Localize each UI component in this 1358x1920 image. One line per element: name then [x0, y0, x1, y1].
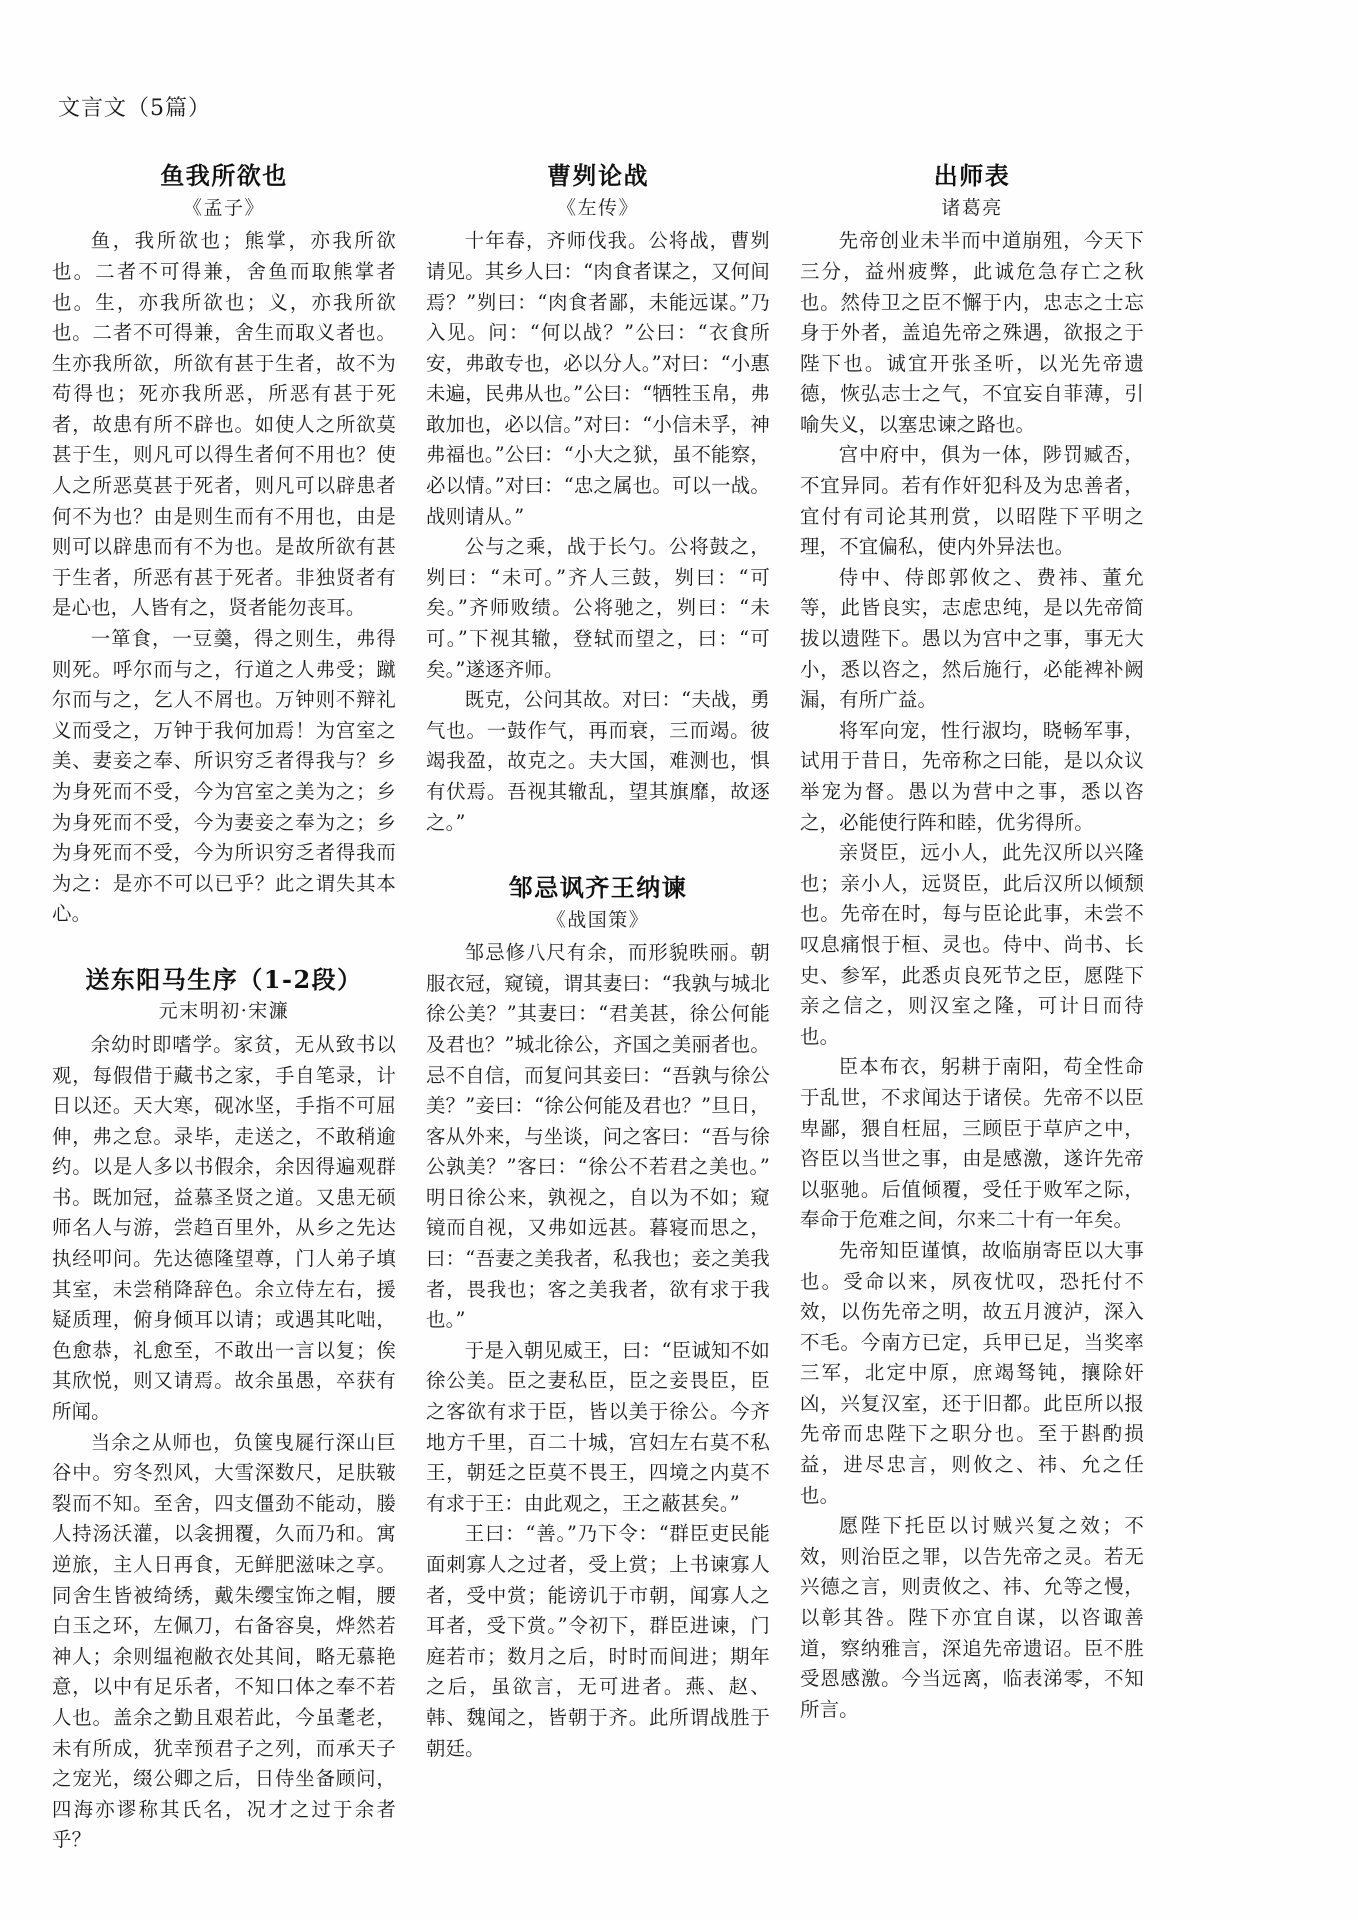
article-body — [52, 1030, 396, 1856]
article-subtitle: 《战国策》 — [546, 908, 650, 931]
article-cao-gui-lun-zhan — [426, 160, 770, 838]
article-subtitle: 元末明初·宋濂 — [158, 1000, 290, 1023]
article-title: 鱼我所欲也 — [160, 161, 288, 191]
column-middle — [426, 160, 770, 1770]
paragraph: 一箪食，一豆羹，得之则生，弗得则死。呼尔而与之，行道之人弗受；蹴尔而与之，乞人不屑也。万钟则不辩礼义而受之，万钟于我何加焉！为宫室之美、妻妾之奉、所识穷乏者得我与？乡为身死而不受，今为宫室之美为之；乡为身死而不受，今为妻妾之奉为之；乡为身死而不受，今为所识穷乏者得我而为之：是亦不可以已乎？此之谓失其本心。 — [52, 627, 396, 926]
article-title: 送东阳马生序（1-2段） — [85, 964, 363, 994]
paragraph: 愿陛下托臣以讨贼兴复之效；不效，则治臣之罪，以告先帝之灵。若无兴德之言，则责攸之、祎、允等之慢，以彰其咎。陛下亦宜自谋，以咨诹善道，察纳雅言，深追先帝遗诏。臣不胜受恩感激。今当远离，临表涕零，不知所言。 — [800, 1514, 1144, 1721]
article-chu-shi-biao — [800, 160, 1144, 1725]
article-song-dongyang-ma-sheng-xu — [52, 964, 396, 1856]
article-title: 邹忌讽齐王纳谏 — [508, 873, 688, 903]
page-title: 文言文（5篇） — [58, 96, 211, 121]
article-title: 出师表 — [933, 161, 1011, 191]
paragraph: 亲贤臣，远小人，此先汉所以兴隆也；亲小人，远贤臣，此后汉所以倾颓也。先帝在时，每与臣论此事，未尝不叹息痛恨于桓、灵也。侍中、尚书、长史、参军，此悉贞良死节之臣，愿陛下亲之信之，则汉室之隆，可计日而待也。 — [800, 841, 1144, 1048]
article-subtitle: 《左传》 — [556, 196, 639, 219]
paragraph: 先帝创业未半而中道崩殂，今天下三分，益州疲弊，此诚危急存亡之秋也。然侍卫之臣不懈于内，忠志之士忘身于外者，盖追先帝之殊遇，欲报之于陛下也。诚宜开张圣听，以光先帝遗德，恢弘志士之气，不宜妄自菲薄，引喻失义，以塞忠谏之路也。 — [800, 229, 1144, 436]
paragraph: 既克，公问其故。对曰：“夫战，勇气也。一鼓作气，再而衰，三而竭。彼竭我盈，故克之。夫大国，难测也，惧有伏焉。吾视其辙乱，望其旗靡，故逐之。” — [426, 688, 770, 834]
paragraph: 余幼时即嗜学。家贫，无从致书以观，每假借于藏书之家，手自笔录，计日以还。天大寒，砚冰坚，手指不可屈伸，弗之怠。录毕，走送之，不敢稍逾约。以是人多以书假余，余因得遍观群书。既加冠，益慕圣贤之道。又患无硕师名人与游，尝趋百里外，从乡之先达执经叩问。先达德隆望尊，门人弟子填其室，未尝稍降辞色。余立侍左右，援疑质理，俯身倾耳以请；或遇其叱咄，色愈恭，礼愈至，不敢出一言以复；俟其欣悦，则又请焉。故余虽愚，卒获有所闻。 — [52, 1032, 396, 1424]
paragraph: 公与之乘，战于长勺。公将鼓之，刿曰：“未可。”齐人三鼓，刿曰：“可矣。”齐师败绩。公将驰之，刿曰：“未可。”下视其辙，登轼而望之，曰：“可矣。”遂逐齐师。 — [426, 535, 770, 681]
paragraph: 当余之从师也，负箧曳屣行深山巨谷中。穷冬烈风，大雪深数尺，足肤皲裂而不知。至舍，四支僵劲不能动，媵人持汤沃灌，以衾拥覆，久而乃和。寓逆旅，主人日再食，无鲜肥滋味之享。同舍生皆被绮绣，戴朱缨宝饰之帽，腰白玉之环，左佩刀，右备容臭，烨然若神人；余则缊袍敝衣处其间，略无慕艳意，以中有足乐者，不知口体之奉不若人也。盖余之勤且艰若此，今虽耄老，未有所成，犹幸预君子之列，而承天子之宠光，缀公卿之后，日侍坐备顾问，四海亦谬称其氏名，况才之过于余者乎？ — [52, 1430, 396, 1852]
article-body — [52, 226, 396, 930]
article-body — [426, 938, 770, 1764]
paragraph: 于是入朝见威王，曰：“臣诚知不如徐公美。臣之妻私臣，臣之妾畏臣，臣之客欲有求于臣，皆以美于徐公。今齐地方千里，百二十城，宫妇左右莫不私王，朝廷之臣莫不畏王，四境之内莫不有求于王：由此观之，王之蔽甚矣。” — [426, 1338, 770, 1515]
article-body — [800, 226, 1144, 1725]
column-right — [800, 160, 1144, 1731]
paragraph: 鱼，我所欲也；熊掌，亦我所欲也。二者不可得兼，舍鱼而取熊掌者也。生，亦我所欲也；义，亦我所欲也。二者不可得兼，舍生而取义者也。生亦我所欲，所欲有甚于生者，故不为苟得也；死亦我所恶，所恶有甚于死者，故患有所不辟也。如使人之所欲莫甚于生，则凡可以得生者何不用也？使人之所恶莫甚于死者，则凡可以辟患者何不为也？由是则生而有不用也，由是则可以辟患而有不为也。是故所欲有甚于生者，所恶有甚于死者。非独贤者有是心也，人皆有之，贤者能勿丧耳。 — [52, 229, 396, 620]
article-yu-wo-suo-yu-ye — [52, 160, 396, 930]
article-body — [426, 226, 770, 838]
paragraph: 将军向宠，性行淑均，晓畅军事，试用于昔日，先帝称之曰能，是以众议举宠为督。愚以为营中之事，悉以咨之，必能使行阵和睦，优劣得所。 — [800, 718, 1144, 834]
article-title: 曹刿论战 — [547, 161, 649, 191]
paragraph: 邹忌修八尺有余，而形貌昳丽。朝服衣冠，窥镜，谓其妻曰：“我孰与城北徐公美？”其妻曰：“君美甚，徐公何能及君也？”城北徐公，齐国之美丽者也。忌不自信，而复问其妾曰：“吾孰与徐公美？”妾曰：“徐公何能及君也？”旦日，客从外来，与坐谈，问之客曰：“吾与徐公孰美？”客曰：“徐公不若君之美也。”明日徐公来，孰视之，自以为不如；窥镜而自视，又弗如远甚。暮寝而思之，曰：“吾妻之美我者，私我也；妾之美我者，畏我也；客之美我者，欲有求于我也。” — [426, 941, 770, 1332]
column-left — [52, 160, 396, 1862]
paragraph: 臣本布衣，躬耕于南阳，苟全性命于乱世，不求闻达于诸侯。先帝不以臣卑鄙，猥自枉屈，三顾臣于草庐之中，咨臣以当世之事，由是感激，遂许先帝以驱驰。后值倾覆，受任于败军之际，奉命于危难之间，尔来二十有一年矣。 — [800, 1055, 1144, 1232]
paragraph: 侍中、侍郎郭攸之、费祎、董允等，此皆良实，志虑忠纯，是以先帝简拔以遗陛下。愚以为宫中之事，事无大小，悉以咨之，然后施行，必能裨补阙漏，有所广益。 — [800, 565, 1144, 712]
article-zou-ji-feng-qi-wang-na-jian — [426, 872, 770, 1764]
column-container — [52, 160, 1306, 1862]
article-subtitle: 诸葛亮 — [941, 196, 1003, 219]
paragraph: 宫中府中，俱为一体，陟罚臧否，不宜异同。若有作奸犯科及为忠善者，宜付有司论其刑赏，以昭陛下平明之理，不宜偏私，使内外异法也。 — [800, 443, 1144, 559]
paragraph: 十年春，齐师伐我。公将战，曹刿请见。其乡人曰：“肉食者谋之，又何间焉？”刿曰：“肉食者鄙，未能远谋。”乃入见。问：“何以战？”公曰：“衣食所安，弗敢专也，必以分人。”对曰：“小惠未遍，民弗从也。”公曰：“牺牲玉帛，弗敢加也，必以信。”对曰：“小信未孚，神弗福也。”公曰：“小大之狱，虽不能察，必以情。”对曰：“忠之属也。可以一战。战则请从。” — [426, 229, 770, 528]
paragraph: 王曰：“善。”乃下令：“群臣吏民能面刺寡人之过者，受上赏；上书谏寡人者，受中赏；能谤讥于市朝，闻寡人之耳者，受下赏。”令初下，群臣进谏，门庭若市；数月之后，时时而间进；期年之后，虽欲言，无可进者。燕、赵、韩、魏闻之，皆朝于齐。此所谓战胜于朝廷。 — [426, 1522, 770, 1760]
paragraph: 先帝知臣谨慎，故临崩寄臣以大事也。受命以来，夙夜忧叹，恐托付不效，以伤先帝之明，故五月渡泸，深入不毛。今南方已定，兵甲已足，当奖率三军，北定中原，庶竭驽钝，攘除奸凶，兴复汉室，还于旧都。此臣所以报先帝而忠陛下之职分也。至于斟酌损益，进尽忠言，则攸之、祎、允之任也。 — [800, 1238, 1144, 1507]
article-subtitle: 《孟子》 — [182, 196, 265, 219]
